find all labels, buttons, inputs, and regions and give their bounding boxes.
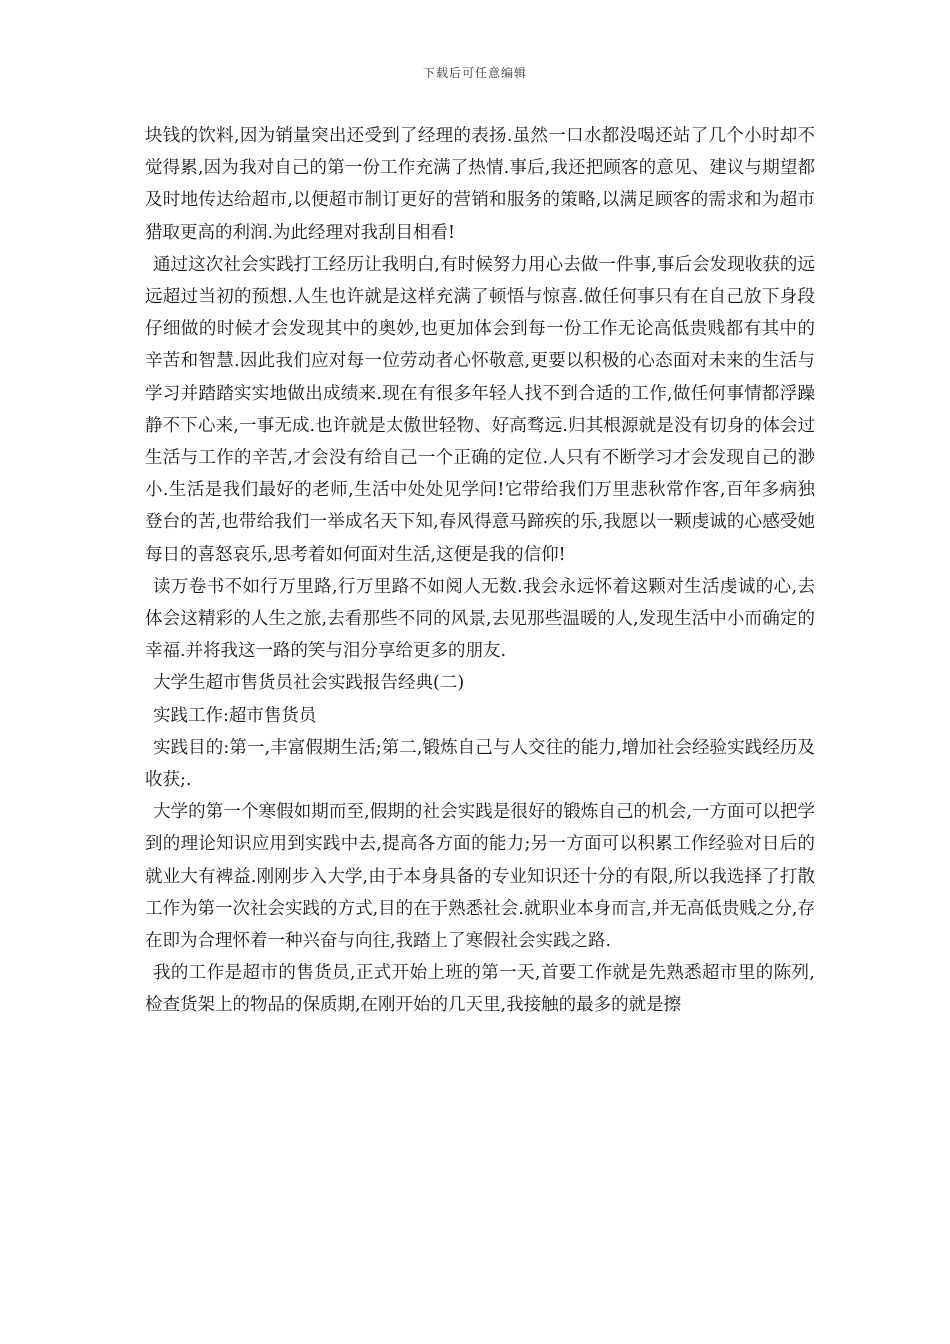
- section-title: 大学生超市售货员社会实践报告经典(二): [153, 673, 465, 694]
- document-body: [145, 120, 815, 1022]
- practice-job-line: 实践工作:超市售货员: [153, 705, 317, 726]
- paragraph-reflection: 通过这次社会实践打工经历让我明白,有时候努力用心去做一件事,事后会发现收获的远远超过当初的预想.人生也许就是这样充满了顿悟与惊喜.做任何事只有在自己放下身段仔细做的时候才会发现其中的奥妙,也更加体会到每一份工作无论高低贵贱都有其中的辛苦和智慧.因此我们应对每一位劳动者心怀敬意,更要以积极的心态面对未来的生活与学习并踏踏实实地做出成绩来.现在有很多年轻人找不到合适的工作,做任何事情都浮躁静不下心来,一事无成.也许就是太傲世轻物、好高骛远.归其根源就是没有切身的体会过生活与工作的辛苦,才会没有给自己一个正确的定位.人只有不断学习才会发现自己的渺小.生活是我们最好的老师,生活中处处见学问!它带给我们万里悲秋常作客,百年多病独登台的苦,也带给我们一举成名天下知,春风得意马蹄疾的乐,我愿以一颗虔诚的心感受她每日的喜怒哀乐,思考着如何面对生活,这便是我的信仰!: [145, 254, 815, 565]
- practice-purpose: 实践目的:第一,丰富假期生活;第二,锻炼自己与人交往的能力,增加社会经验实践经历及收获;.: [145, 737, 815, 791]
- paragraph-conclusion: 读万卷书不如行万里路,行万里路不如阅人无数.我会永远怀着这颗对生活虔诚的心,去体会这精彩的人生之旅,去看那些不同的风景,去见那些温暖的人,发现生活中小而确定的幸福.并将我这一路的笑与泪分享给更多的朋友.: [145, 576, 815, 662]
- page-header-note: 下载后可任意编辑: [422, 66, 527, 80]
- paragraph-work: 我的工作是超市的售货员,正式开始上班的第一天,首要工作就是先熟悉超市里的陈列,检查货架上的物品的保质期,在刚开始的几天里,我接触的最多的就是擦: [145, 963, 815, 1016]
- paragraph-intro: 大学的第一个寒假如期而至,假期的社会实践是很好的锻炼自己的机会,一方面可以把学到的理论知识应用到实践中去,提高各方面的能力;另一方面可以积累工作经验对日后的就业大有裨益.刚刚步入大学,由于本身具备的专业知识还十分的有限,所以我选择了打散工作为第一次社会实践的方式,目的在于熟悉社会.就职业本身而言,并无高低贵贱之分,存在即为合理怀着一种兴奋与向往,我踏上了寒假社会实践之路.: [145, 802, 815, 952]
- paragraph-continuation: 块钱的饮料,因为销量突出还受到了经理的表扬.虽然一口水都没喝还站了几个小时却不觉得累,因为我对自己的第一份工作充满了热情.事后,我还把顾客的意见、建议与期望都及时地传达给超市,以便超市制订更好的营销和服务的策略,以满足顾客的需求和为超市猎取更高的利润.为此经理对我刮目相看!: [145, 126, 815, 243]
